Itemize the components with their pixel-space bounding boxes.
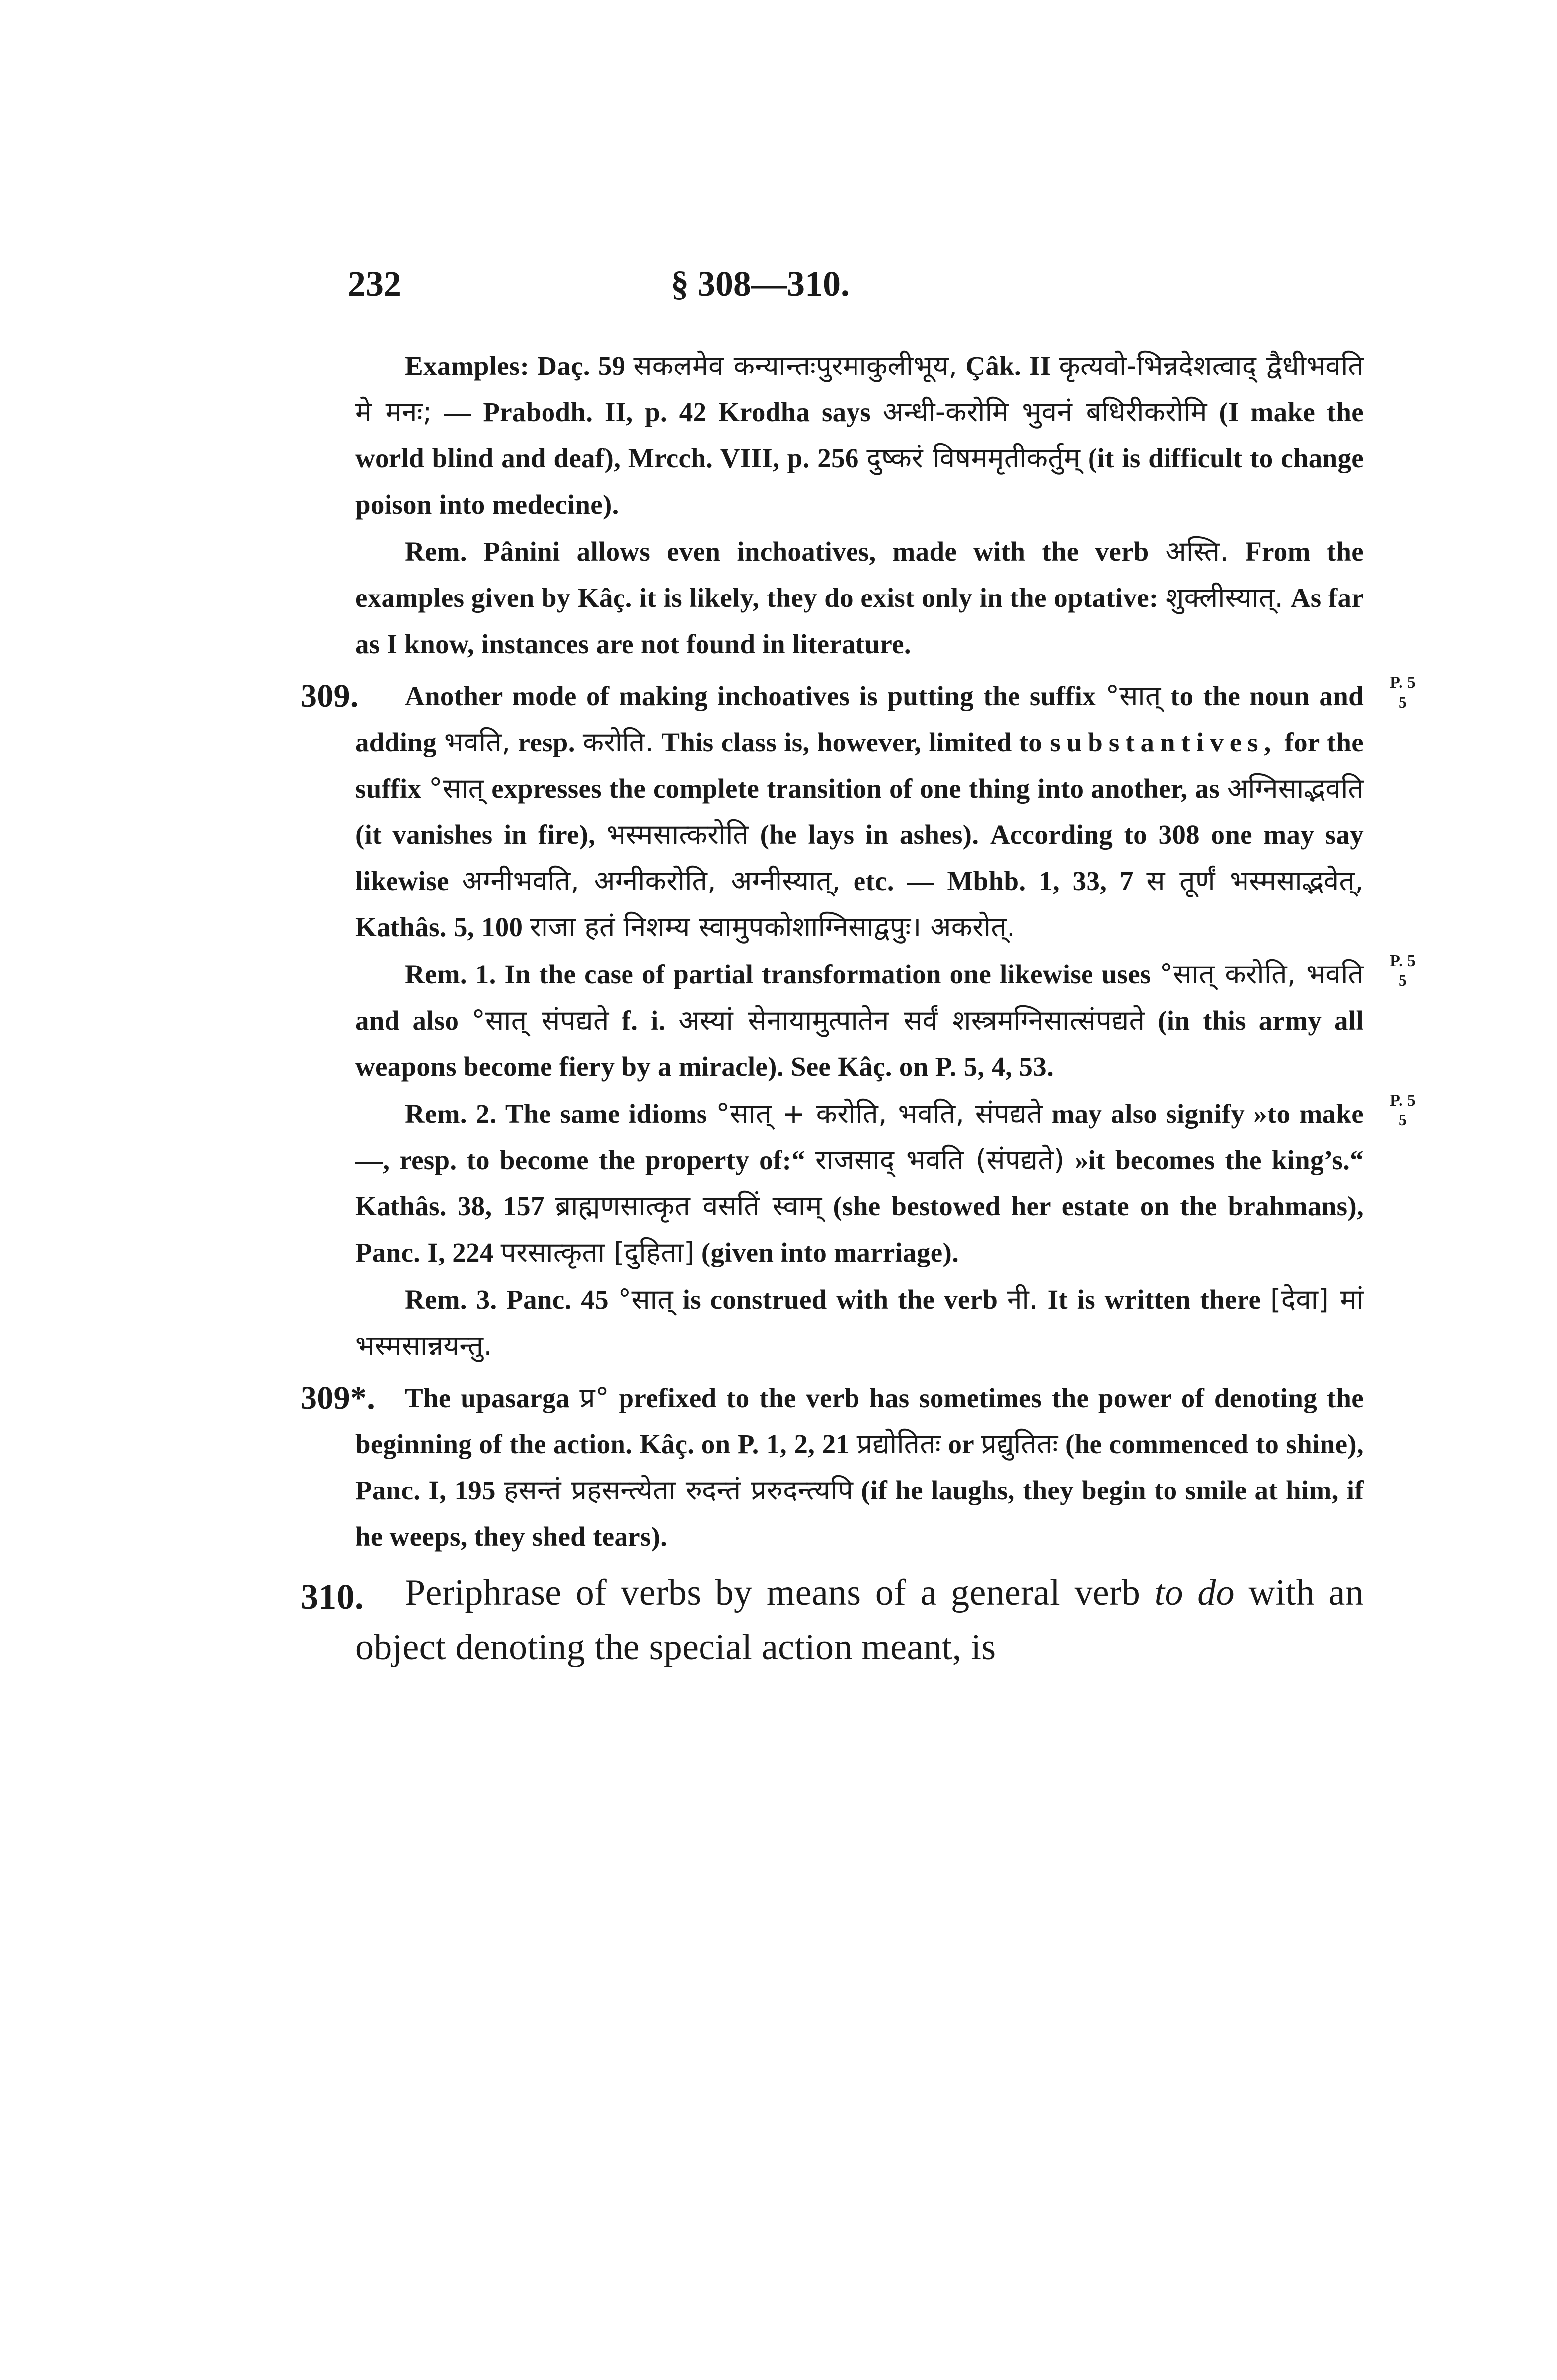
remark-text: (she bestowed her estate on the brahmans), Panc. I, 224 — [355, 1191, 1364, 1267]
examples-paragraph — [355, 343, 1364, 527]
examples-sanskrit: दुष्करं विषममृतीकर्तुम् — [866, 442, 1081, 474]
margin-reference-line: 5 — [1398, 693, 1407, 712]
examples-text: (it is difficult to change poison into medecine). — [355, 443, 1364, 520]
examples-ref: Çâk. II — [965, 351, 1051, 381]
margin-reference — [1340, 951, 1416, 991]
section-text: The upasarga — [405, 1383, 570, 1413]
page-number: 232 — [348, 264, 401, 303]
margin-reference-line: P. 5 — [1390, 673, 1416, 692]
section-text: resp. — [518, 727, 575, 757]
section-sanskrit: अग्नीभवति, अग्नीकरोति, अग्नीस्यात्, — [462, 865, 841, 896]
section-text: (he lays in ashes). According to 308 one may say likewise — [355, 819, 1364, 896]
remark-sanskrit: °सात् — [618, 1283, 673, 1315]
remark-text: f. i. — [622, 1005, 666, 1036]
remark-text: is construed with the verb — [682, 1284, 998, 1315]
remark-sanskrit: °सात् करोति, भवति — [1159, 958, 1364, 990]
section-sanskrit: अग्निसाद्भवति — [1227, 772, 1364, 804]
page-body — [301, 343, 1416, 1675]
remark-1 — [355, 951, 1416, 1090]
section-spaced-word: substantives, — [1050, 727, 1277, 757]
remark-text: and also — [355, 1005, 459, 1036]
examples-label: Examples: — [405, 351, 530, 381]
remark-sanskrit: परसात्कृता [दुहिता] — [500, 1236, 695, 1268]
remark-text: It is written there — [1047, 1284, 1261, 1315]
margin-reference — [1340, 673, 1416, 713]
remark-text: Rem. 1. In the case of partial transformation one likewise uses — [405, 959, 1151, 989]
section-text: for the suffix — [355, 727, 1364, 804]
margin-reference-line: P. 5 — [1390, 1091, 1416, 1110]
section-sanskrit: °सात् — [429, 772, 484, 804]
section-sanskrit: राजा हतं निशम्य स्वामुपकोशाग्निसाद्वपुः। अकरोत्. — [530, 911, 1015, 943]
examples-text: (I make the world blind and deaf), Mrcch. VIII, p. 256 — [355, 397, 1364, 473]
section-sanskrit: स तूर्णं भस्मसाद्भवेत्, — [1146, 865, 1364, 896]
margin-reference-line: 5 — [1398, 971, 1407, 990]
remark-text: »it becomes the king’s.“ Kathâs. 38, 157 — [355, 1145, 1364, 1221]
section-range: § 308—310. — [671, 264, 850, 303]
section-text: (it vanishes in fire), — [355, 819, 596, 850]
section-sanskrit: हसन्तं प्रहसन्त्येता रुदन्तं प्ररुदन्त्यपि — [503, 1474, 854, 1506]
section-sanskrit: °सात् — [1105, 680, 1161, 712]
section-309 — [301, 673, 1416, 950]
section-text: or — [948, 1429, 974, 1459]
margin-reference-line: 5 — [1398, 1111, 1407, 1129]
remark-sanskrit: °सात् + करोति, भवति, संपद्यते — [716, 1098, 1043, 1129]
remark-text: (given into marriage). — [701, 1237, 959, 1267]
margin-reference — [1340, 1091, 1416, 1130]
section-text: Kathâs. 5, 100 — [355, 912, 523, 942]
remark-text: From the examples given by Kâç. it is likely, they do exist only in the optative: — [355, 536, 1364, 613]
section-310 — [301, 1565, 1364, 1675]
section-text: expresses the complete transition of one thing into another, as — [491, 773, 1220, 804]
examples-ref: Daç. 59 — [537, 351, 626, 381]
section-sanskrit: करोति. — [582, 726, 654, 758]
remark-sanskrit: अस्यां सेनायामुत्पातेन सर्वं शस्त्रमग्निसात्संपद्यते — [678, 1004, 1145, 1036]
section-text: to the noun and adding — [355, 681, 1364, 757]
remark-sanskrit: नी. — [1007, 1283, 1038, 1315]
section-number: 309*. — [301, 1380, 375, 1416]
section-sanskrit: भस्मसात्करोति — [606, 818, 749, 850]
remark-sanskrit: °सात् संपद्यते — [471, 1004, 609, 1036]
section-text: Periphrase of verbs by means of a general verb — [405, 1572, 1141, 1613]
section-sanskrit: प्र° — [579, 1382, 609, 1413]
remark-sanskrit: अस्ति. — [1165, 535, 1229, 567]
section-text: This class is, however, limited to — [661, 727, 1043, 757]
section-number: 310. — [301, 1577, 364, 1617]
section-sanskrit: प्रद्युतितः — [981, 1428, 1058, 1460]
section-text: Another mode of making inchoatives is putting the suffix — [405, 681, 1096, 711]
page-header — [348, 263, 1292, 308]
margin-reference-line: P. 5 — [1390, 952, 1416, 970]
remark-text: Rem. 2. The same idioms — [405, 1099, 707, 1129]
examples-sanskrit: सकलमेव कन्यान्तःपुरमाकुलीभूय, — [633, 350, 958, 381]
remark-2 — [355, 1091, 1416, 1275]
remark-3 — [355, 1276, 1364, 1369]
section-text: with an object denoting the special action meant, is — [355, 1572, 1364, 1668]
examples-ref: — Prabodh. II, p. 42 Krodha says — [444, 397, 871, 427]
remark-text: As far as I know, instances are not found in literature. — [355, 583, 1364, 659]
section-text: (if he laughs, they begin to smile at him, if he weeps, they shed tears). — [355, 1475, 1364, 1552]
remark-sanskrit: [देवा] मां भस्मसान्नयन्तु. — [355, 1283, 1364, 1361]
section-sanskrit: प्रद्योतितः — [856, 1428, 941, 1460]
section-text: etc. — Mbhb. 1, 33, 7 — [853, 866, 1134, 896]
remark-text: Rem. Pânini allows even inchoatives, made with the verb — [405, 536, 1149, 567]
examples-sanskrit: अन्धी-करोमि भुवनं बधिरीकरोमि — [882, 396, 1207, 428]
remark-sanskrit: शुक्लीस्यात्. — [1165, 582, 1284, 613]
examples-sanskrit: कृत्यवो-भिन्नदेशत्वाद् द्वैधीभवति मे मनः; — [355, 350, 1364, 428]
section-number: 309. — [301, 678, 359, 714]
remark-sanskrit: ब्राह्मणसात्कृत वसतिं स्वाम् — [555, 1190, 822, 1222]
remark-text: may also signify »to make —, resp. to become the property of:“ — [355, 1099, 1364, 1175]
section-309-star — [301, 1375, 1364, 1560]
remark-panini — [355, 528, 1364, 667]
remark-text: (in this army all weapons become fiery by a miracle). See Kâç. on P. 5, 4, 53. — [355, 1005, 1364, 1082]
section-emphasis: to do — [1154, 1572, 1235, 1613]
remark-sanskrit: राजसाद् भवति (संपद्यते) — [815, 1144, 1065, 1176]
section-sanskrit: भवति, — [444, 726, 511, 758]
remark-text: Rem. 3. Panc. 45 — [405, 1284, 609, 1315]
section-text: (he commenced to shine), Panc. I, 195 — [355, 1429, 1364, 1505]
section-text: prefixed to the verb has sometimes the power of denoting the beginning of the action. Kâç. on P. 1, 2, 21 — [355, 1383, 1364, 1459]
